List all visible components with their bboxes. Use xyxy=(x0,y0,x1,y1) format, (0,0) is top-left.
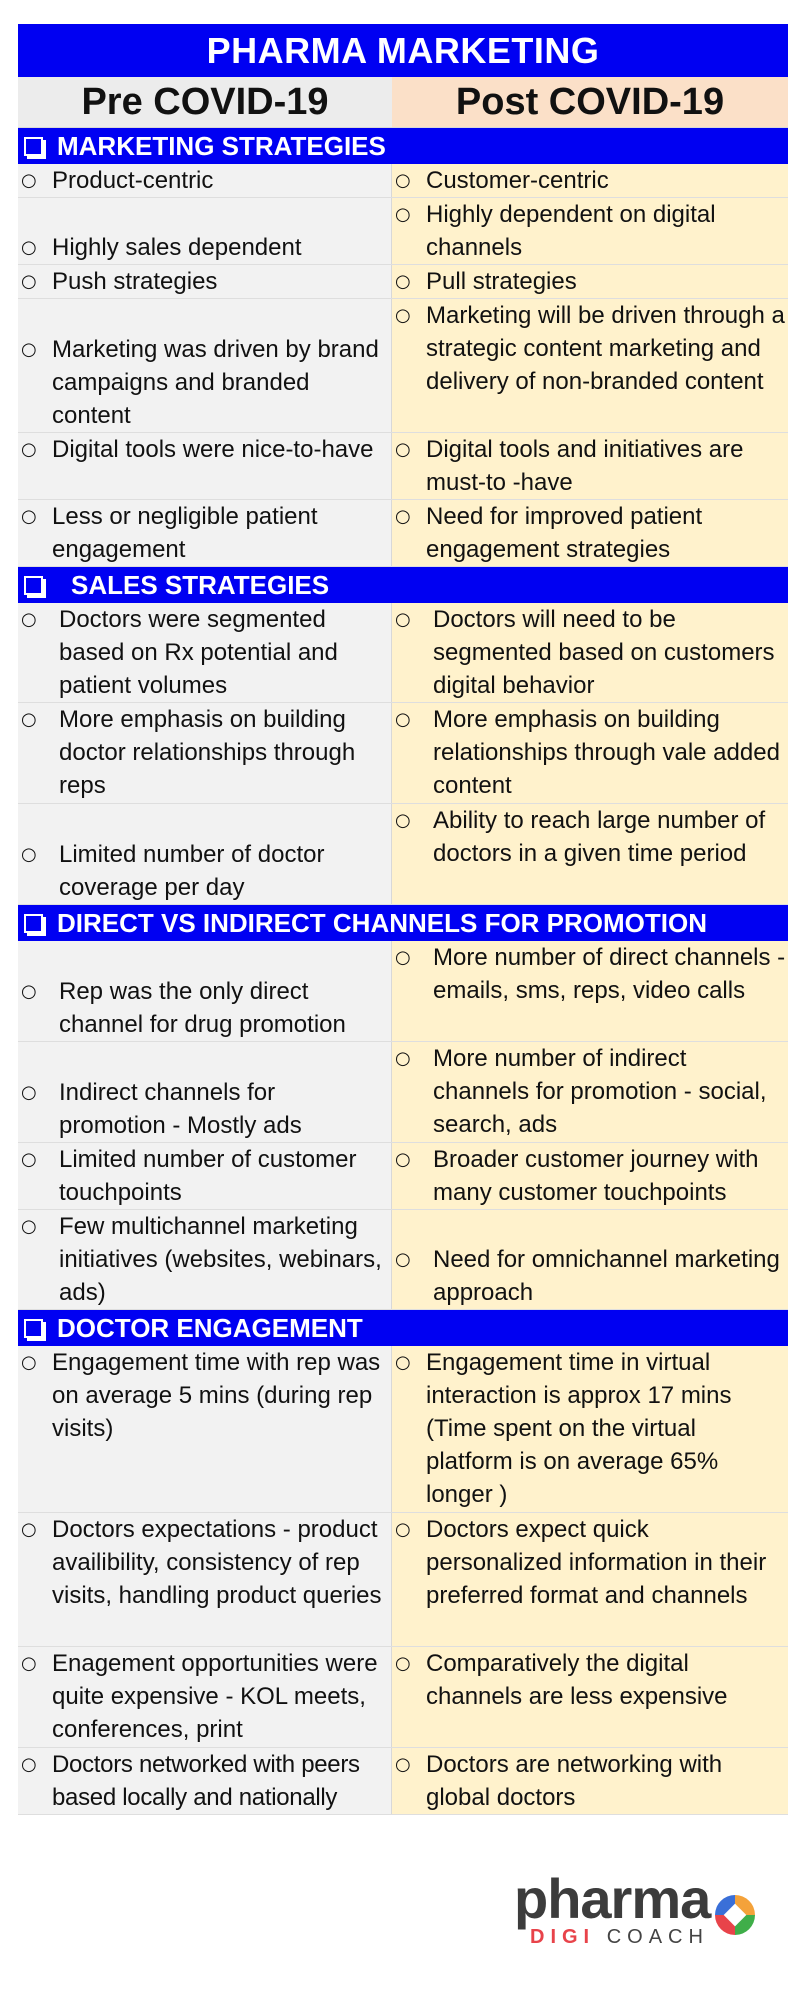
post-text: More number of direct channels - emails, sms, reps, video calls xyxy=(433,944,786,1004)
post-cell xyxy=(392,1647,788,1747)
circle-bullet-icon: ○ xyxy=(21,844,37,865)
pre-text: Enagement opportunities were quite expensive - KOL meets, conferences, print xyxy=(52,1650,378,1743)
table-row xyxy=(18,804,788,905)
logo-tagline xyxy=(530,1926,709,1949)
circle-bullet-icon: ○ xyxy=(21,1352,37,1373)
post-text: Doctors will need to be segmented based on customers digital behavior xyxy=(433,606,775,699)
post-cell xyxy=(392,1346,788,1512)
circle-bullet-icon: ○ xyxy=(21,237,37,258)
post-cell xyxy=(392,164,788,197)
pre-text: Doctors expectations - product availibility, consistency of rep visits, handling product queries xyxy=(52,1516,382,1609)
circle-bullet-icon: ○ xyxy=(21,1216,37,1237)
post-cell xyxy=(392,1748,788,1814)
post-cell xyxy=(392,1143,788,1209)
circle-bullet-icon: ○ xyxy=(395,1519,411,1540)
section-heading-doctor-engagement xyxy=(18,1310,788,1346)
pre-text: Highly sales dependent xyxy=(52,234,302,261)
post-cell xyxy=(392,1042,788,1142)
checkbox-bullet-icon xyxy=(24,576,43,595)
table-row xyxy=(18,500,788,567)
pre-text: Less or negligible patient engagement xyxy=(52,503,318,563)
circle-bullet-icon: ○ xyxy=(395,271,411,292)
circle-bullet-icon: ○ xyxy=(395,1754,411,1775)
table-row xyxy=(18,1143,788,1210)
circle-bullet-icon: ○ xyxy=(395,609,411,630)
pre-cell xyxy=(18,299,392,432)
section-heading-label: SALES STRATEGIES xyxy=(71,570,330,600)
pre-cell xyxy=(18,941,392,1041)
post-cell xyxy=(392,941,788,1041)
circle-bullet-icon: ○ xyxy=(395,1149,411,1170)
section-heading-marketing-strategies xyxy=(18,128,788,164)
pre-cell xyxy=(18,164,392,197)
circle-bullet-icon: ○ xyxy=(21,981,37,1002)
post-text: Need for improved patient engagement strategies xyxy=(426,503,703,563)
table-row xyxy=(18,1346,788,1513)
pre-covid-header: Pre COVID-19 xyxy=(18,77,392,127)
pre-text: More emphasis on building doctor relationships through reps xyxy=(59,706,356,799)
circle-bullet-icon: ○ xyxy=(21,1754,37,1775)
logo-wordmark: pharma xyxy=(514,1867,711,1930)
table-row xyxy=(18,1210,788,1310)
circle-bullet-icon: ○ xyxy=(395,439,411,460)
post-text: Highly dependent on digital channels xyxy=(426,201,716,261)
page-title: PHARMA MARKETING xyxy=(18,24,788,77)
post-cell xyxy=(392,703,788,803)
pre-cell xyxy=(18,265,392,298)
section-heading-label: MARKETING STRATEGIES xyxy=(57,131,386,161)
post-text: Engagement time in virtual interaction is approx 17 mins (Time spent on the virtual platform is on average 65% longer ) xyxy=(426,1349,732,1508)
post-text: Pull strategies xyxy=(426,268,577,295)
pharma-digi-coach-logo xyxy=(514,1867,764,1952)
circle-bullet-icon: ○ xyxy=(395,810,411,831)
circle-bullet-icon: ○ xyxy=(395,204,411,225)
pre-text: Doctors were segmented based on Rx potential and patient volumes xyxy=(59,606,338,699)
post-cell xyxy=(392,603,788,702)
pre-text: Few multichannel marketing initiatives (websites, webinars, ads) xyxy=(59,1213,382,1306)
circle-bullet-icon: ○ xyxy=(21,709,37,730)
pre-text: Limited number of doctor coverage per day xyxy=(59,841,325,901)
pre-cell xyxy=(18,1647,392,1747)
post-text: Comparatively the digital channels are less expensive xyxy=(426,1650,728,1710)
pre-cell xyxy=(18,1143,392,1209)
pre-cell xyxy=(18,1042,392,1142)
table-row xyxy=(18,1748,788,1815)
table-row xyxy=(18,1042,788,1143)
column-headers xyxy=(18,77,788,128)
circle-bullet-icon: ○ xyxy=(395,305,411,326)
pre-cell xyxy=(18,1513,392,1646)
post-text: Doctors expect quick personalized information in their preferred format and channels xyxy=(426,1516,767,1609)
circle-bullet-icon: ○ xyxy=(395,1048,411,1069)
pre-text: Rep was the only direct channel for drug promotion xyxy=(59,978,346,1038)
circle-bullet-icon: ○ xyxy=(21,609,37,630)
logo-digi: DIGI xyxy=(530,1926,596,1948)
table-row xyxy=(18,265,788,299)
post-cell xyxy=(392,299,788,432)
pre-text: Push strategies xyxy=(52,268,218,295)
pre-cell xyxy=(18,500,392,566)
logo-coach: COACH xyxy=(606,1926,709,1948)
circle-bullet-icon: ○ xyxy=(21,271,37,292)
pre-cell xyxy=(18,1346,392,1512)
post-covid-header: Post COVID-19 xyxy=(392,77,788,127)
circle-bullet-icon: ○ xyxy=(21,439,37,460)
post-text: More emphasis on building relationships through vale added content xyxy=(433,706,780,799)
circle-bullet-icon: ○ xyxy=(395,506,411,527)
table-row xyxy=(18,603,788,703)
section-heading-direct-vs-indirect xyxy=(18,905,788,941)
pre-text: Doctors networked with peers based locally and nationally xyxy=(52,1751,360,1811)
section-heading-sales-strategies xyxy=(18,567,788,603)
table-row xyxy=(18,164,788,198)
circle-bullet-icon: ○ xyxy=(395,1249,411,1270)
logo-mark-icon xyxy=(712,1892,758,1938)
post-text: Marketing will be driven through a strategic content marketing and delivery of non-branded content xyxy=(426,302,785,395)
section-heading-label: DIRECT VS INDIRECT CHANNELS FOR PROMOTION xyxy=(57,908,708,938)
post-cell xyxy=(392,1210,788,1309)
pre-cell xyxy=(18,1210,392,1309)
circle-bullet-icon: ○ xyxy=(21,170,37,191)
circle-bullet-icon: ○ xyxy=(395,170,411,191)
pre-cell xyxy=(18,198,392,264)
table-row xyxy=(18,1647,788,1748)
checkbox-bullet-icon xyxy=(24,1319,43,1338)
pre-text: Indirect channels for promotion - Mostly ads xyxy=(59,1079,302,1139)
post-text: Customer-centric xyxy=(426,167,609,194)
circle-bullet-icon: ○ xyxy=(395,709,411,730)
section-heading-label: DOCTOR ENGAGEMENT xyxy=(57,1313,363,1343)
circle-bullet-icon: ○ xyxy=(21,1149,37,1170)
post-text: More number of indirect channels for promotion - social, search, ads xyxy=(433,1045,767,1138)
post-cell xyxy=(392,198,788,264)
pre-cell xyxy=(18,703,392,803)
table-row xyxy=(18,198,788,265)
post-text: Need for omnichannel marketing approach xyxy=(433,1246,780,1306)
circle-bullet-icon: ○ xyxy=(21,1653,37,1674)
circle-bullet-icon: ○ xyxy=(21,1082,37,1103)
pre-cell xyxy=(18,1748,392,1814)
table-row xyxy=(18,703,788,804)
post-cell xyxy=(392,433,788,499)
circle-bullet-icon: ○ xyxy=(395,947,411,968)
comparison-table xyxy=(18,24,788,1815)
post-cell xyxy=(392,265,788,298)
table-row xyxy=(18,433,788,500)
circle-bullet-icon: ○ xyxy=(395,1653,411,1674)
pre-text: Limited number of customer touchpoints xyxy=(59,1146,357,1206)
circle-bullet-icon: ○ xyxy=(21,506,37,527)
checkbox-bullet-icon xyxy=(24,137,43,156)
post-cell xyxy=(392,1513,788,1646)
table-row xyxy=(18,1513,788,1647)
pre-cell xyxy=(18,804,392,904)
circle-bullet-icon: ○ xyxy=(395,1352,411,1373)
checkbox-bullet-icon xyxy=(24,914,43,933)
post-text: Broader customer journey with many customer touchpoints xyxy=(433,1146,759,1206)
post-text: Doctors are networking with global doctors xyxy=(426,1751,723,1811)
pre-cell xyxy=(18,433,392,499)
table-row xyxy=(18,941,788,1042)
post-cell xyxy=(392,804,788,904)
circle-bullet-icon: ○ xyxy=(21,1519,37,1540)
circle-bullet-icon: ○ xyxy=(21,339,37,360)
post-text: Ability to reach large number of doctors in a given time period xyxy=(433,807,766,867)
post-text: Digital tools and initiatives are must-to -have xyxy=(426,436,744,496)
pre-text: Marketing was driven by brand campaigns and branded content xyxy=(52,336,379,429)
table-row xyxy=(18,299,788,433)
pre-cell xyxy=(18,603,392,702)
pre-text: Product-centric xyxy=(52,167,214,194)
post-cell xyxy=(392,500,788,566)
pre-text: Engagement time with rep was on average 5 mins (during rep visits) xyxy=(52,1349,381,1442)
pre-text: Digital tools were nice-to-have xyxy=(52,436,374,463)
